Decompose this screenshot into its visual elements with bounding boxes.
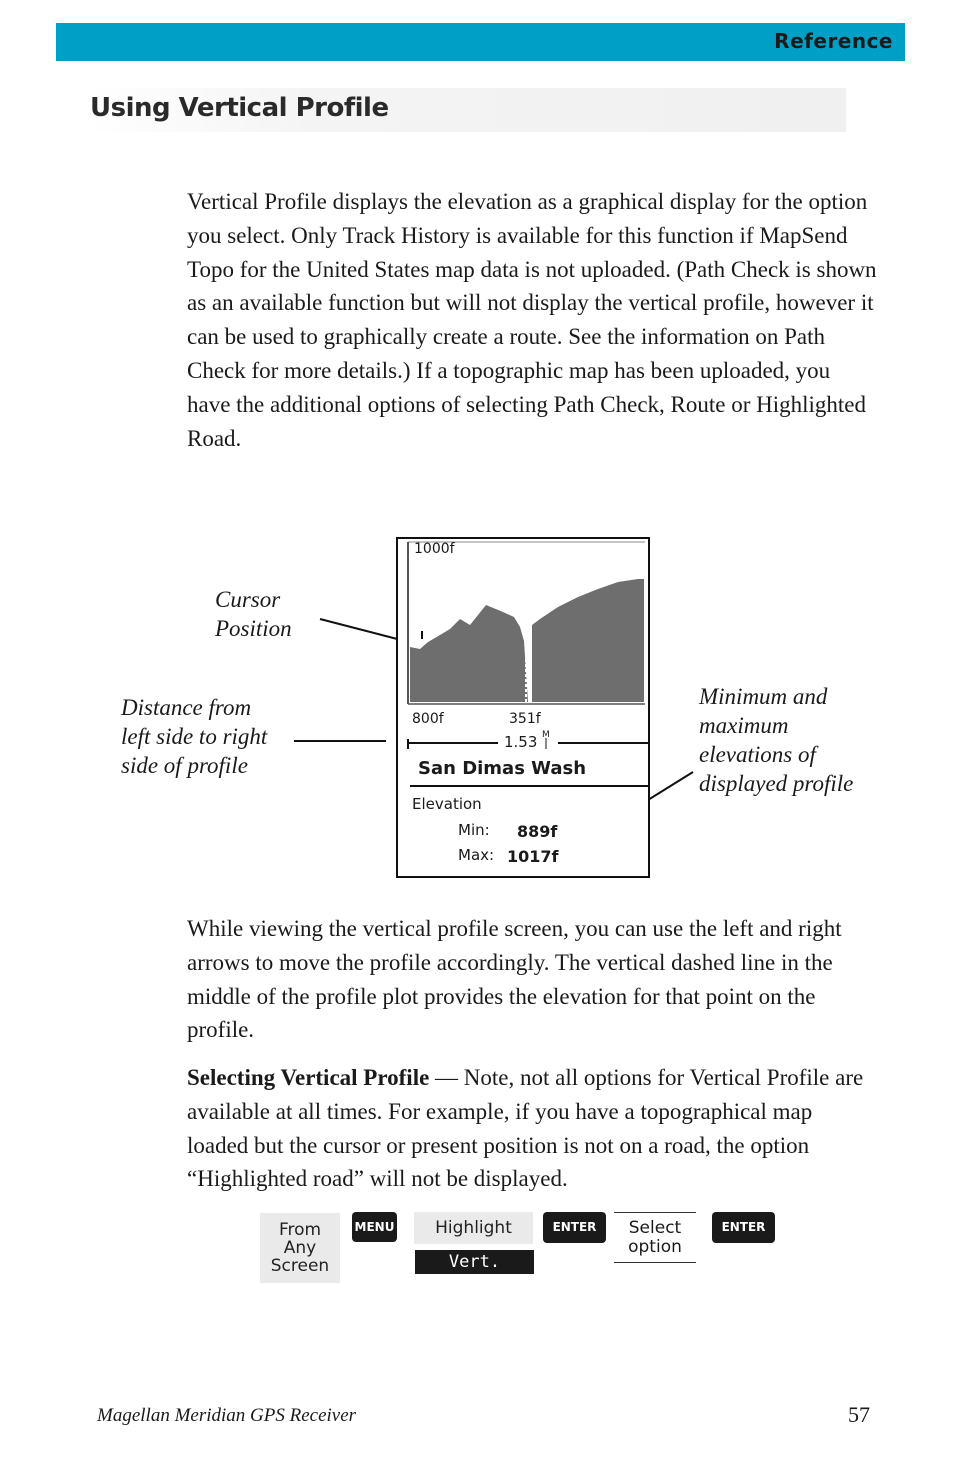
enter-button[interactable]: ENTER bbox=[712, 1212, 775, 1243]
step-text: From bbox=[278, 1220, 322, 1240]
callout-text: Minimum and bbox=[699, 684, 828, 709]
menu-button[interactable]: MENU bbox=[352, 1212, 397, 1242]
step-from-any-screen bbox=[260, 1213, 340, 1283]
callout-text: Position bbox=[215, 616, 292, 641]
step-highlight: Highlight bbox=[414, 1212, 533, 1244]
callout-text: Distance from bbox=[121, 695, 252, 720]
min-value: 889f bbox=[517, 822, 558, 841]
selecting-text: — Note, not all options for Vertical Profile are available at all times. For example, if you have a topographical map loaded but the cursor or present position is not on a road, the option “Highlighted road” will not be displayed. bbox=[187, 1065, 864, 1192]
max-value: 1017f bbox=[507, 847, 559, 866]
min-label: Min: bbox=[458, 821, 490, 839]
step-text: Select bbox=[628, 1218, 682, 1238]
page-number: 57 bbox=[848, 1402, 870, 1427]
intro-paragraph: Vertical Profile displays the elevation as a graphical display for the option you select. Only Track History is available for this function if MapSend Topo for the United States map data is not uploaded. (Path Check is shown as an available function but will not display the vertical profile, however it can be used to graphically create a route. See the information on Path Check for more details.) If a topographic map has been uploaded, you have the additional options of selecting Path Check, Route or Highlighted Road. bbox=[187, 189, 877, 451]
page-title: Using Vertical Profile bbox=[90, 93, 389, 123]
callout-text: displayed profile bbox=[699, 771, 854, 796]
selecting-heading: Selecting Vertical Profile bbox=[187, 1065, 430, 1090]
step-text: Screen bbox=[270, 1256, 330, 1276]
step-text: Any bbox=[283, 1238, 317, 1258]
gps-screen bbox=[396, 537, 650, 878]
selecting-paragraph bbox=[187, 1061, 877, 1196]
step-select-option bbox=[614, 1212, 696, 1263]
left-elevation-label: 800f bbox=[412, 711, 444, 727]
elevation-heading: Elevation bbox=[412, 795, 482, 813]
cursor-elevation-label: 351f bbox=[509, 711, 541, 727]
callout-text: side of profile bbox=[121, 753, 248, 778]
enter-button[interactable]: ENTER bbox=[543, 1212, 606, 1243]
callout-text: maximum bbox=[699, 713, 789, 738]
distance-unit: M bbox=[542, 730, 550, 740]
profile-name: San Dimas Wash bbox=[418, 758, 587, 779]
vert-profile-option[interactable]: Vert. Profile bbox=[415, 1250, 534, 1274]
max-label: Max: bbox=[458, 846, 495, 864]
leader-line-cursor bbox=[320, 619, 405, 641]
top-elevation-label: 1000f bbox=[414, 541, 455, 557]
callout-text: Cursor bbox=[215, 587, 281, 612]
callout-text: left side to right bbox=[121, 724, 268, 749]
section-label: Reference bbox=[774, 29, 893, 53]
footer-manual-title: Magellan Meridian GPS Receiver bbox=[97, 1405, 357, 1426]
step-text: option bbox=[628, 1237, 682, 1257]
viewing-paragraph: While viewing the vertical profile screen, you can use the left and right arrows to move the profile accordingly. The vertical dashed line in the middle of the profile plot provides the elevation for that point on the profile. bbox=[187, 916, 842, 1043]
distance-value: 1.53 bbox=[504, 733, 538, 751]
callout-text: elevations of bbox=[699, 742, 816, 767]
